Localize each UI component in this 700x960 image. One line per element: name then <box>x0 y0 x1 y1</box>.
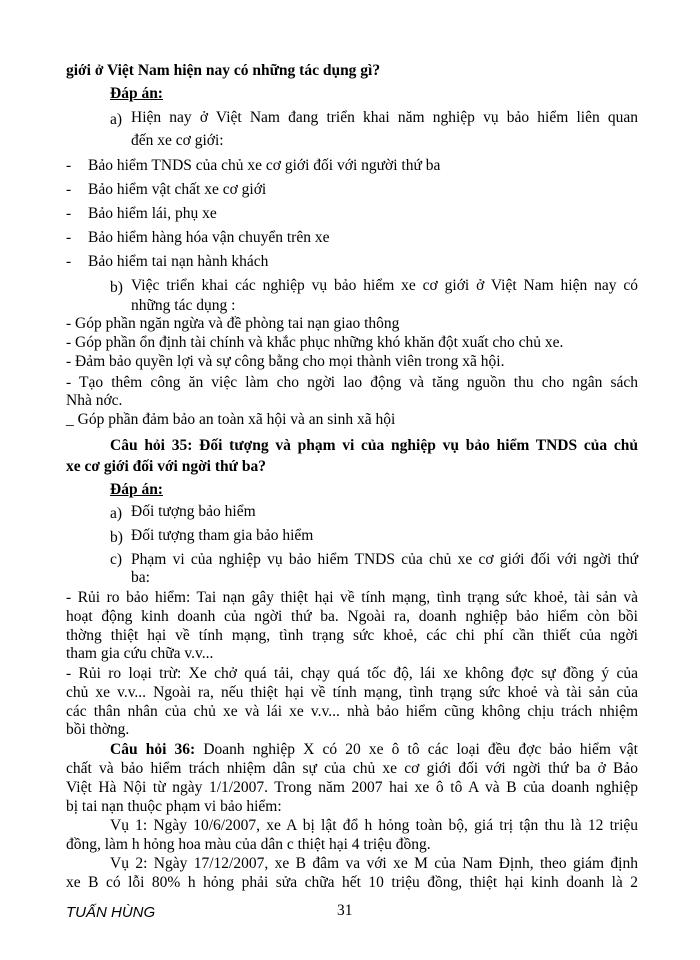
list-dash: - <box>66 157 72 174</box>
question-36-text: Doanh nghiệp X có 20 xe ô tô các loại đều đợc bảo hiểm vật <box>195 741 638 758</box>
risk-excluded-line: bồi thờng. <box>66 721 130 738</box>
question-35-title: Câu hỏi 35: Đối tượng và phạm vi của nghiệp vụ bảo hiểm TNDS của chủ <box>110 437 638 454</box>
risk-covered-line: tham gia cứu chữa v.v... <box>66 645 214 662</box>
case-1-line: đồng, làm h hỏng hoa màu của dân c thiệt hại 4 triệu đồng. <box>66 836 431 853</box>
effect-line: _ Góp phần đảm bảo an toàn xã hội và an sinh xã hội <box>66 411 396 428</box>
item-a-text: Đối tượng bảo hiểm <box>131 503 256 520</box>
effect-line: Nhà nớc. <box>66 392 123 409</box>
list-item: Bảo hiểm hàng hóa vận chuyển trên xe <box>88 229 330 246</box>
effect-line: - Góp phần ổn định tài chính và khắc phục những khó khăn đột xuất cho chủ xe. <box>66 334 564 351</box>
item-b-line1: Việc triển khai các nghiệp vụ bảo hiểm xe cơ giới ở Việt Nam hiện nay có <box>131 277 638 294</box>
risk-covered-line: hoạt động kinh doanh của ngời thứ ba. Ngoài ra, doanh nghiệp bảo hiểm còn bồi <box>66 608 638 625</box>
question-36-line: bị tai nạn thuộc phạm vi bảo hiểm: <box>66 798 282 815</box>
question-36-line: Việt Hà Nội từ ngày 1/1/2007. Trong năm 2007 hai xe ô tô A và B của doanh nghiệp <box>66 779 638 796</box>
page-number: 31 <box>337 902 353 919</box>
item-a-label: a) <box>110 111 123 128</box>
list-item: Bảo hiểm tai nạn hành khách <box>88 253 269 270</box>
question-36-line1 <box>110 740 638 760</box>
item-c-label: c) <box>110 551 123 568</box>
list-dash: - <box>66 229 72 246</box>
list-item: Bảo hiểm TNDS của chủ xe cơ giới đối với người thứ ba <box>88 157 441 174</box>
question-36-title: Câu hỏi 36: <box>110 741 196 758</box>
case-2-line: Vụ 2: Ngày 17/12/2007, xe B đâm va với xe M của Nam Định, theo giám định <box>110 855 638 872</box>
case-1-line: Vụ 1: Ngày 10/6/2007, xe A bị lật đổ h hỏng toàn bộ, giá trị tận thu là 12 triệu <box>110 817 638 834</box>
effect-line: - Đảm bảo quyền lợi và sự công bằng cho mọi thành viên trong xã hội. <box>66 353 505 370</box>
risk-covered-line: - Rủi ro bảo hiểm: Tai nạn gây thiệt hại về tính mạng, tình trạng sức khoẻ, tài sản và <box>66 589 638 606</box>
question-34-tail: giới ở Việt Nam hiện nay có những tác dụng gì? <box>66 62 381 79</box>
answer-label: Đáp án: <box>110 481 163 498</box>
list-item: Bảo hiểm lái, phụ xe <box>88 205 217 222</box>
item-b-label: b) <box>110 279 123 296</box>
item-b-text: Đối tượng tham gia bảo hiểm <box>131 527 314 544</box>
item-b-label: b) <box>110 529 123 546</box>
effect-line: - Góp phần ngăn ngừa và đề phòng tai nạn giao thông <box>66 315 400 332</box>
question-36-line: chất và bảo hiểm trách nhiệm dân sự của chủ xe cơ giới đối với ngời thứ ba ở Bảo <box>66 760 638 777</box>
list-item: Bảo hiểm vật chất xe cơ giới <box>88 181 267 198</box>
list-dash: - <box>66 253 72 270</box>
risk-excluded-line: - Rủi ro loại trừ: Xe chở quá tải, chạy quá tốc độ, lái xe không đợc sự đồng ý của <box>66 665 638 682</box>
item-b-line2: những tác dụng : <box>131 297 236 314</box>
risk-excluded-line: chủ xe v.v... Ngoài ra, nếu thiệt hại về tính mạng, tình trạng sức khoẻ và tài sản của <box>66 684 638 701</box>
item-c-line2: ba: <box>131 569 150 586</box>
risk-excluded-line: các thân nhân của chủ xe và lái xe v.v... nhà bảo hiểm cũng không chịu trách nhiệm <box>66 703 638 720</box>
effect-line: - Tạo thêm công ăn việc làm cho ngời lao động và tăng nguồn thu cho ngân sách <box>66 374 638 391</box>
risk-covered-line: thờng thiệt hại về tính mạng, tình trạng sức khoẻ, các chi phí cần thiết của ngời <box>66 627 638 644</box>
item-c-line1: Phạm vi của nghiệp vụ bảo hiểm TNDS của chủ xe cơ giới đối với ngời thứ <box>131 551 638 568</box>
footer-author: TUẤN HÙNG <box>66 904 156 921</box>
question-35-title-line2: xe cơ giới đối với ngời thứ ba? <box>66 458 266 475</box>
item-a-line2: đến xe cơ giới: <box>131 132 224 149</box>
case-2-line: xe B có lỗi 80% h hỏng phải sửa chữa hết 10 triệu đồng, thiệt hại kinh doanh là 2 <box>66 874 638 891</box>
item-a-line1: Hiện nay ở Việt Nam đang triển khai năm nghiệp vụ bảo hiểm liên quan <box>131 109 638 126</box>
answer-label: Đáp án: <box>110 85 163 102</box>
list-dash: - <box>66 181 72 198</box>
item-a-label: a) <box>110 505 123 522</box>
list-dash: - <box>66 205 72 222</box>
